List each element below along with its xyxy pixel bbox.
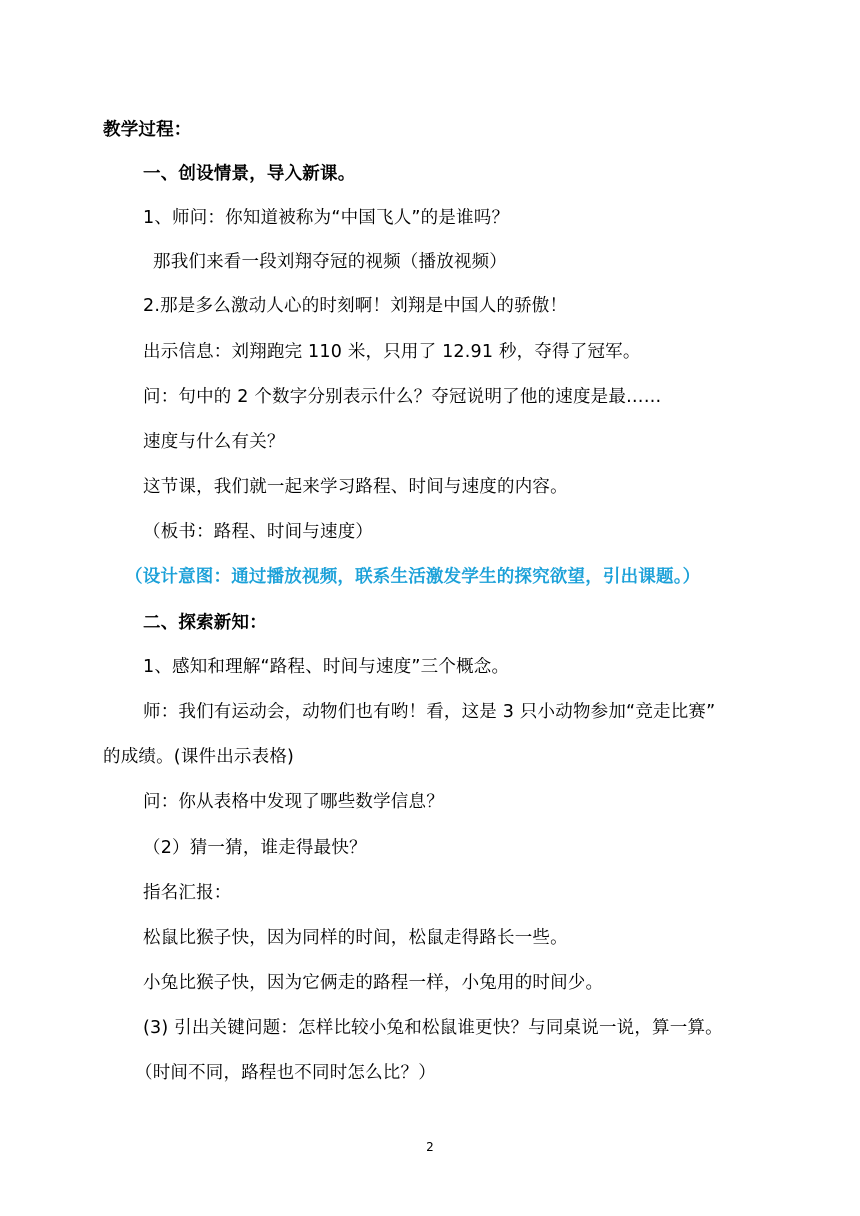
section2-title: 二、探索新知： [143, 613, 267, 633]
paragraph-line: 指名汇报： [143, 883, 232, 903]
paragraph-line: 师：我们有运动会，动物们也有哟！看，这是 3 只小动物参加“竞走比赛” [143, 702, 716, 722]
paragraph-line: 问：你从表格中发现了哪些数学信息？ [143, 792, 444, 812]
paragraph-line: 问：句中的 2 个数字分别表示什么？夺冠说明了他的速度是最…… [143, 387, 662, 407]
paragraph-line: 1、师问：你知道被称为“中国飞人”的是谁吗？ [143, 208, 510, 228]
paragraph-line: 这节课，我们就一起来学习路程、时间与速度的内容。 [143, 477, 568, 497]
paragraph-line: 的成绩。(课件出示表格) [103, 747, 295, 767]
paragraph-line: 速度与什么有关？ [143, 432, 285, 452]
paragraph-line: 1、感知和理解“路程、时间与速度”三个概念。 [143, 657, 510, 677]
paragraph-line: （时间不同，路程也不同时怎么比？） [135, 1063, 436, 1083]
paragraph-line: 2.那是多么激动人心的时刻啊！刘翔是中国人的骄傲！ [143, 296, 568, 316]
paragraph-line: （板书：路程、时间与速度） [143, 522, 374, 542]
heading: 教学过程： [103, 120, 192, 140]
paragraph-line: 出示信息：刘翔跑完 110 米，只用了 12.91 秒，夺得了冠军。 [143, 342, 641, 362]
paragraph-line: (3) 引出关键问题：怎样比较小兔和松鼠谁更快？与同桌说一说，算一算。 [143, 1018, 723, 1038]
paragraph-line: 松鼠比猴子快，因为同样的时间，松鼠走得路长一些。 [143, 928, 568, 948]
design-note: （设计意图：通过播放视频，联系生活激发学生的探究欲望，引出课题。） [125, 567, 701, 587]
page-number: 2 [426, 1140, 434, 1154]
paragraph-line: 那我们来看一段刘翔夺冠的视频（播放视频） [153, 252, 507, 272]
paragraph-line: （2）猜一猜，谁走得最快？ [143, 838, 367, 858]
section1-title: 一、创设情景，导入新课。 [143, 164, 356, 184]
paragraph-line: 小兔比猴子快，因为它俩走的路程一样，小兔用的时间少。 [143, 973, 604, 993]
